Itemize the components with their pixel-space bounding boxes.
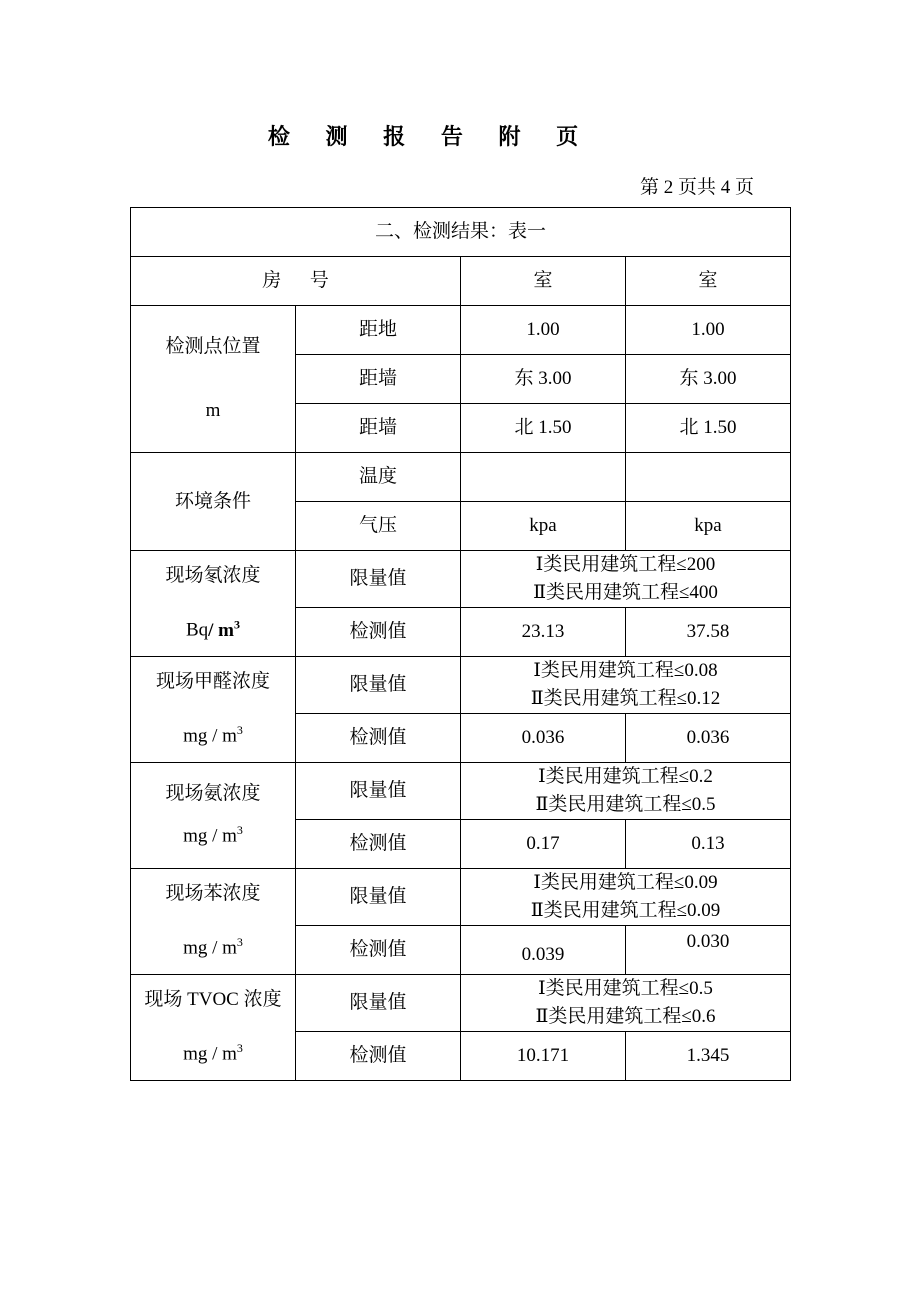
limit-line: Ⅱ类民用建筑工程≤0.5 xyxy=(535,794,716,815)
limit-line: Ⅰ类民用建筑工程≤0.09 xyxy=(533,872,718,893)
limit-line: Ⅱ类民用建筑工程≤0.09 xyxy=(530,900,721,921)
value-cell: 37.58 xyxy=(626,608,791,657)
row-label: 限量值 xyxy=(296,763,461,820)
limit-line: Ⅰ类民用建筑工程≤0.2 xyxy=(538,766,713,787)
test-unit xyxy=(131,816,295,850)
value-cell: 东 3.00 xyxy=(626,355,791,404)
limit-line: Ⅰ类民用建筑工程≤200 xyxy=(535,554,716,575)
value-cell: 东 3.00 xyxy=(461,355,626,404)
row-label: 限量值 xyxy=(296,869,461,926)
unit-b: / m xyxy=(212,1043,237,1065)
value-cell: 10.171 xyxy=(461,1032,626,1081)
value-cell xyxy=(461,453,626,502)
test-label-cell xyxy=(131,869,296,975)
test-unit xyxy=(131,928,295,962)
row-label: 检测值 xyxy=(296,1032,461,1081)
value-cell: 1.345 xyxy=(626,1032,791,1081)
limit-cell xyxy=(461,551,791,608)
table-row xyxy=(131,551,791,608)
test-name: 现场甲醛浓度 xyxy=(155,671,270,693)
location-label-cell xyxy=(131,306,296,453)
unit-a: mg xyxy=(183,1043,208,1065)
test-unit xyxy=(131,1034,295,1068)
unit-sup: 3 xyxy=(234,617,241,632)
page-number: 第 2 页共 4 页 xyxy=(639,177,754,198)
test-unit xyxy=(131,716,295,750)
limit-line: Ⅱ类民用建筑工程≤0.6 xyxy=(535,1006,716,1027)
value-cell: 0.036 xyxy=(626,714,791,763)
table-row xyxy=(131,975,791,1032)
row-label: 温度 xyxy=(296,453,461,502)
test-unit xyxy=(131,610,295,644)
row-label: 距地 xyxy=(296,306,461,355)
test-name: 现场 TVOC 浓度 xyxy=(144,989,282,1011)
row-label: 限量值 xyxy=(296,551,461,608)
test-name: 现场氡浓度 xyxy=(165,565,261,587)
unit-a: mg xyxy=(183,725,208,747)
unit-a: mg xyxy=(183,937,208,959)
table-row xyxy=(131,763,791,820)
test-label-cell xyxy=(131,657,296,763)
value-cell: 北 1.50 xyxy=(626,404,791,453)
environment-label: 环境条件 xyxy=(131,453,296,551)
value-cell: 0.030 xyxy=(626,926,791,975)
unit-a: Bq xyxy=(185,619,209,641)
value-cell: 0.036 xyxy=(461,714,626,763)
unit-b: / m xyxy=(212,725,237,747)
limit-cell xyxy=(461,657,791,714)
row-label: 检测值 xyxy=(296,926,461,975)
unit-sup: 3 xyxy=(236,1041,243,1056)
value-cell: 1.00 xyxy=(461,306,626,355)
room-1: 室 xyxy=(461,257,626,306)
value-cell: kpa xyxy=(626,502,791,551)
unit-a: mg xyxy=(183,825,208,847)
location-unit: m xyxy=(205,400,221,421)
value-cell: 23.13 xyxy=(461,608,626,657)
value-cell: 0.039 xyxy=(461,926,626,975)
limit-line: Ⅰ类民用建筑工程≤0.08 xyxy=(533,660,718,681)
header-row xyxy=(131,257,791,306)
section-title: 二、检测结果：表一 xyxy=(131,208,791,257)
row-label: 距墙 xyxy=(296,355,461,404)
test-label-cell xyxy=(131,551,296,657)
limit-cell xyxy=(461,975,791,1032)
unit-b: / m xyxy=(212,937,237,959)
value-cell: 0.17 xyxy=(461,820,626,869)
limit-cell xyxy=(461,869,791,926)
limit-line: Ⅱ类民用建筑工程≤400 xyxy=(533,582,718,603)
room-label: 房 号 xyxy=(131,257,461,306)
row-label: 检测值 xyxy=(296,608,461,657)
room-2: 室 xyxy=(626,257,791,306)
unit-b xyxy=(208,617,241,641)
row-label: 距墙 xyxy=(296,404,461,453)
test-label-cell xyxy=(131,975,296,1081)
row-label: 检测值 xyxy=(296,820,461,869)
row-label: 气压 xyxy=(296,502,461,551)
table-row xyxy=(131,453,791,502)
unit-b: / m xyxy=(212,825,237,847)
value-cell: kpa xyxy=(461,502,626,551)
row-label: 检测值 xyxy=(296,714,461,763)
value-cell: 0.13 xyxy=(626,820,791,869)
unit-b-text: / m xyxy=(208,619,235,641)
test-label-cell xyxy=(131,763,296,869)
value-cell: 北 1.50 xyxy=(461,404,626,453)
test-name: 现场苯浓度 xyxy=(165,883,261,905)
test-name: 现场氨浓度 xyxy=(165,783,261,805)
table-row xyxy=(131,306,791,355)
unit-sup: 3 xyxy=(236,723,243,738)
page-title: 检 测 报 告 附 页 xyxy=(267,125,593,150)
limit-line: Ⅰ类民用建筑工程≤0.5 xyxy=(538,978,713,999)
unit-sup: 3 xyxy=(236,823,243,838)
location-label: 检测点位置 xyxy=(165,336,261,357)
value-cell: 1.00 xyxy=(626,306,791,355)
results-table xyxy=(130,207,791,1081)
limit-line: Ⅱ类民用建筑工程≤0.12 xyxy=(530,688,721,709)
row-label: 限量值 xyxy=(296,657,461,714)
row-label: 限量值 xyxy=(296,975,461,1032)
limit-cell xyxy=(461,763,791,820)
table-row xyxy=(131,869,791,926)
unit-sup: 3 xyxy=(236,935,243,950)
table-row xyxy=(131,657,791,714)
value-cell xyxy=(626,453,791,502)
